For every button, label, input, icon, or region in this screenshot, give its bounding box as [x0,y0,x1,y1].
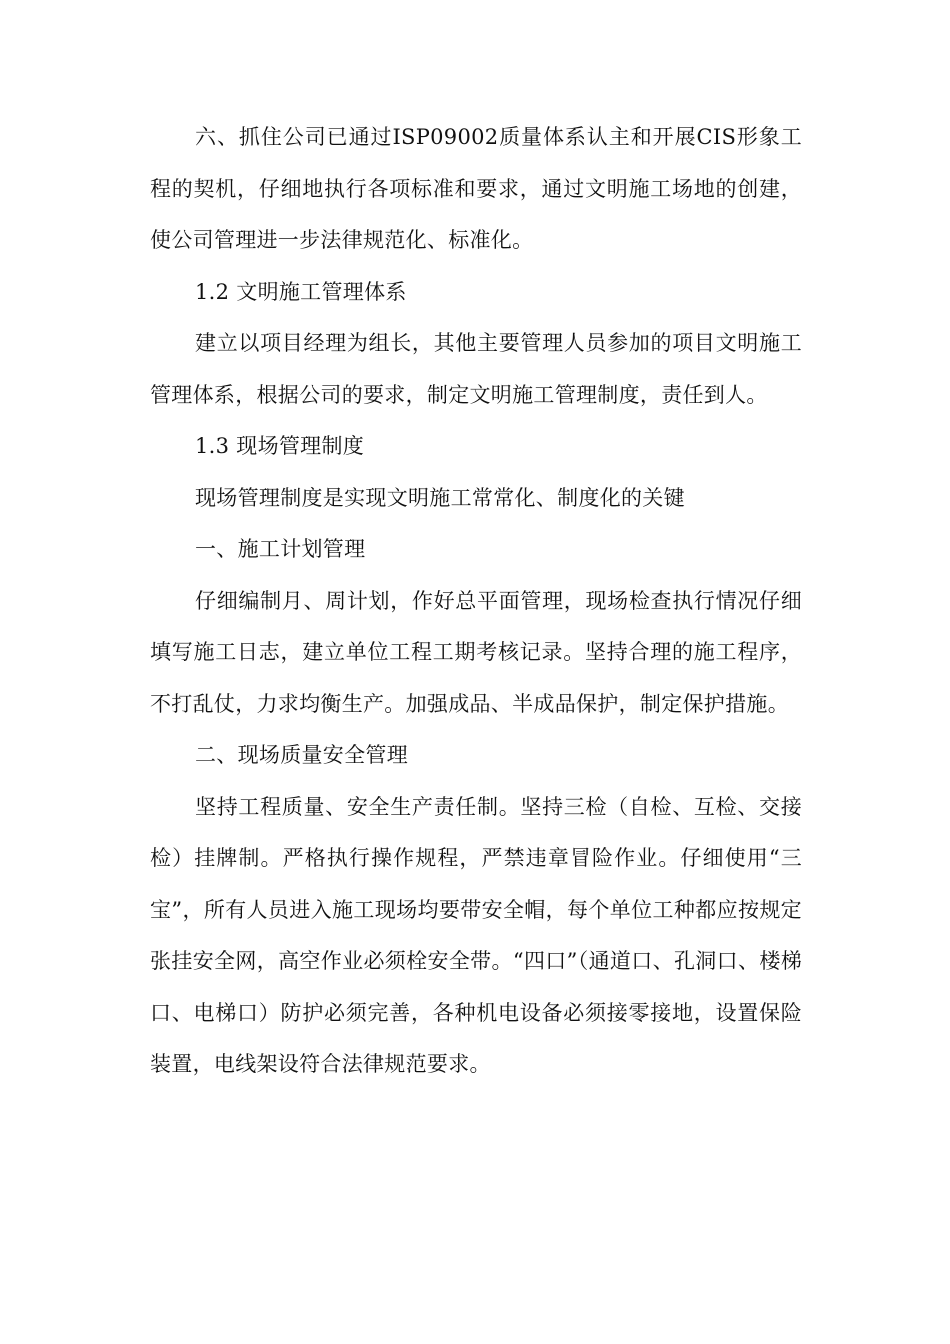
document-body [150,112,802,1091]
paragraph-site-rules-intro: 现场管理制度是实现文明施工常常化、制度化的关键 [195,485,685,510]
section-heading-1-3: 1.3 现场管理制度 [195,434,365,458]
paragraph-item-six: 六、抓住公司已通过ISP09002质量体系认主和开展CIS形象工程的契机，仔细地执行各项标准和要求，通过文明施工场地的创建，使公司管理进一步法律规范化、标准化。 [150,125,802,252]
section-heading-1-2: 1.2 文明施工管理体系 [195,279,407,304]
paragraph-management-system: 建立以项目经理为组长，其他主要管理人员参加的项目文明施工管理体系，根据公司的要求，制定文明施工管理制度，责任到人。 [150,331,802,407]
subheading-construction-plan: 一、施工计划管理 [195,537,366,561]
paragraph-quality-safety: 坚持工程质量、安全生产责任制。坚持三检（自检、互检、交接检）挂牌制。严格执行操作规程，严禁违章冒险作业。仔细使用“三宝”，所有人员进入施工现场均要带安全帽，每个单位工种都应按规定张挂安全网，高空作业必须栓安全带。“四口”（通道口、孔洞口、楼梯口、电梯口）防护必须完善，各种机电设备必须接零接地，设置保险装置，电线架设符合法律规范要求。 [150,794,802,1076]
subheading-quality-safety: 二、现场质量安全管理 [195,743,408,767]
paragraph-construction-plan: 仔细编制月、周计划，作好总平面管理，现场检查执行情况仔细填写施工日志，建立单位工程工期考核记录。坚持合理的施工程序，不打乱仗，力求均衡生产。加强成品、半成品保护，制定保护措施。 [150,588,802,716]
